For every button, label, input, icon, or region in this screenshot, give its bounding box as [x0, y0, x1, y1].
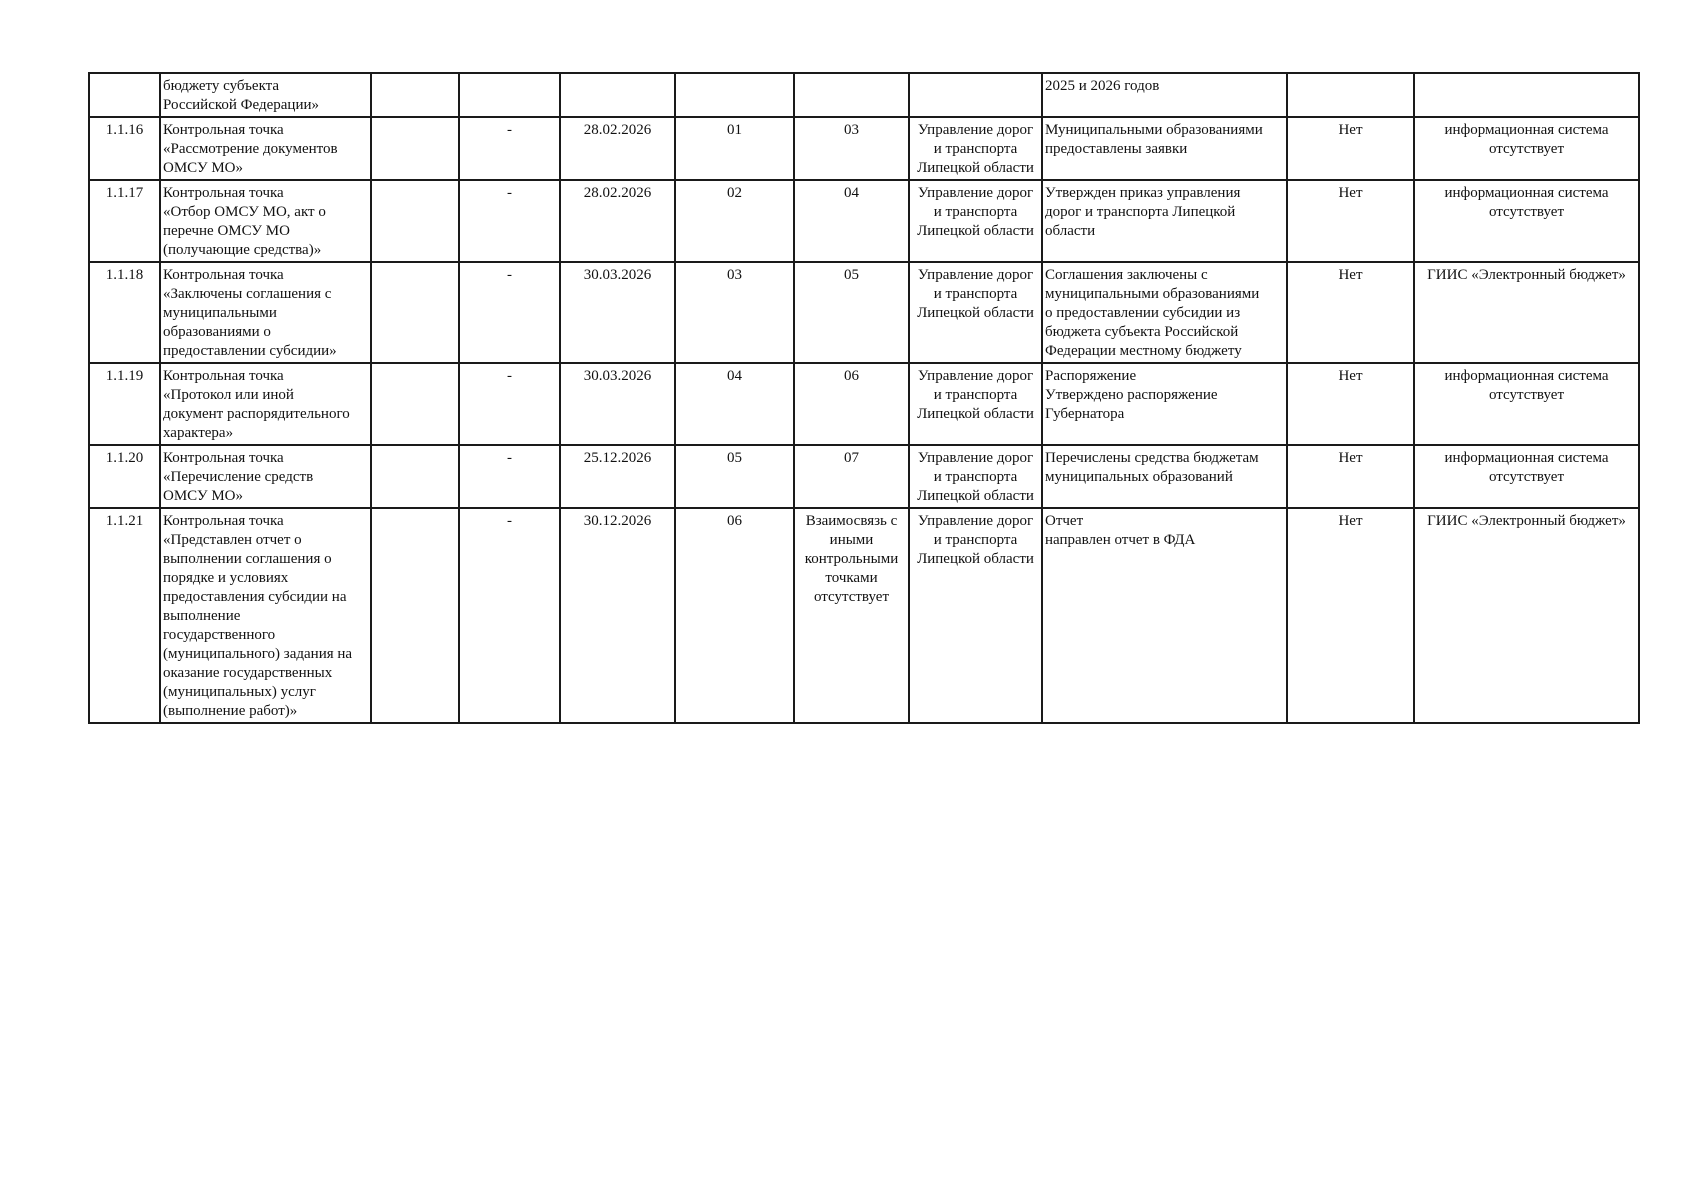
control-points-table — [88, 72, 1640, 724]
cell-info-system: ГИИС «Электронный бюджет» — [1414, 262, 1639, 363]
cell-info-system: ГИИС «Электронный бюджет» — [1414, 508, 1639, 723]
cell-date: 28.02.2026 — [560, 180, 675, 262]
cell-info-system: информационная система отсутствует — [1414, 363, 1639, 445]
cell-flag — [1287, 73, 1414, 117]
cell-col3 — [371, 363, 459, 445]
cell-col3 — [371, 508, 459, 723]
cell-number: 1.1.16 — [89, 117, 160, 180]
cell-col4: - — [459, 180, 560, 262]
cell-date: 25.12.2026 — [560, 445, 675, 508]
cell-result: Муниципальными образованиями предоставлены заявки — [1042, 117, 1287, 180]
cell-col6: 06 — [675, 508, 794, 723]
cell-col3 — [371, 73, 459, 117]
cell-col3 — [371, 117, 459, 180]
cell-name: Контрольная точка «Перечисление средств ОМСУ МО» — [160, 445, 371, 508]
table-row — [89, 73, 1639, 117]
cell-col6: 02 — [675, 180, 794, 262]
cell-flag: Нет — [1287, 363, 1414, 445]
cell-flag: Нет — [1287, 508, 1414, 723]
table-body — [89, 73, 1639, 723]
cell-col7 — [794, 73, 909, 117]
table-row — [89, 180, 1639, 262]
cell-result: Утвержден приказ управления дорог и транспорта Липецкой области — [1042, 180, 1287, 262]
cell-name: Контрольная точка «Заключены соглашения с муниципальными образованиями о предоставлении субсидии» — [160, 262, 371, 363]
cell-col3 — [371, 180, 459, 262]
cell-name: бюджету субъекта Российской Федерации» — [160, 73, 371, 117]
table-row — [89, 445, 1639, 508]
cell-info-system: информационная система отсутствует — [1414, 180, 1639, 262]
cell-date: 30.03.2026 — [560, 363, 675, 445]
cell-col6 — [675, 73, 794, 117]
cell-name: Контрольная точка «Рассмотрение документов ОМСУ МО» — [160, 117, 371, 180]
cell-number: 1.1.17 — [89, 180, 160, 262]
cell-col7: 06 — [794, 363, 909, 445]
cell-col3 — [371, 262, 459, 363]
cell-name: Контрольная точка «Представлен отчет о выполнении соглашения о порядке и условиях предоставления субсидии на выполнение государственного (муниципального) задания на оказание государственных (муниципальных) услуг (выполнение работ)» — [160, 508, 371, 723]
cell-name: Контрольная точка «Отбор ОМСУ МО, акт о перечне ОМСУ МО (получающие средства)» — [160, 180, 371, 262]
cell-date: 28.02.2026 — [560, 117, 675, 180]
cell-flag: Нет — [1287, 117, 1414, 180]
cell-result: Перечислены средства бюджетам муниципальных образований — [1042, 445, 1287, 508]
cell-result: Соглашения заключены с муниципальными образованиями о предоставлении субсидии из бюджета субъекта Российской Федерации местному бюджету — [1042, 262, 1287, 363]
cell-number: 1.1.20 — [89, 445, 160, 508]
cell-col6: 01 — [675, 117, 794, 180]
cell-col6: 03 — [675, 262, 794, 363]
cell-col4: - — [459, 117, 560, 180]
cell-result: 2025 и 2026 годов — [1042, 73, 1287, 117]
cell-date — [560, 73, 675, 117]
cell-col7: 05 — [794, 262, 909, 363]
cell-col4: - — [459, 363, 560, 445]
cell-date: 30.12.2026 — [560, 508, 675, 723]
cell-info-system: информационная система отсутствует — [1414, 117, 1639, 180]
cell-number — [89, 73, 160, 117]
cell-col4: - — [459, 508, 560, 723]
cell-result: Распоряжение Утверждено распоряжение Губернатора — [1042, 363, 1287, 445]
cell-number: 1.1.21 — [89, 508, 160, 723]
cell-flag: Нет — [1287, 180, 1414, 262]
cell-date: 30.03.2026 — [560, 262, 675, 363]
cell-responsible: Управление дорог и транспорта Липецкой области — [909, 508, 1042, 723]
cell-col6: 05 — [675, 445, 794, 508]
cell-flag: Нет — [1287, 262, 1414, 363]
cell-col7: 03 — [794, 117, 909, 180]
cell-flag: Нет — [1287, 445, 1414, 508]
cell-col6: 04 — [675, 363, 794, 445]
table-row — [89, 117, 1639, 180]
cell-responsible — [909, 73, 1042, 117]
cell-number: 1.1.18 — [89, 262, 160, 363]
cell-info-system — [1414, 73, 1639, 117]
cell-col4: - — [459, 445, 560, 508]
cell-col7: 07 — [794, 445, 909, 508]
table-row — [89, 508, 1639, 723]
cell-col4 — [459, 73, 560, 117]
cell-col3 — [371, 445, 459, 508]
table-row — [89, 262, 1639, 363]
cell-responsible: Управление дорог и транспорта Липецкой области — [909, 363, 1042, 445]
cell-result: Отчет направлен отчет в ФДА — [1042, 508, 1287, 723]
cell-name: Контрольная точка «Протокол или иной документ распорядительного характера» — [160, 363, 371, 445]
cell-number: 1.1.19 — [89, 363, 160, 445]
cell-responsible: Управление дорог и транспорта Липецкой области — [909, 262, 1042, 363]
table-row — [89, 363, 1639, 445]
cell-responsible: Управление дорог и транспорта Липецкой области — [909, 445, 1042, 508]
cell-info-system: информационная система отсутствует — [1414, 445, 1639, 508]
cell-responsible: Управление дорог и транспорта Липецкой области — [909, 117, 1042, 180]
cell-responsible: Управление дорог и транспорта Липецкой области — [909, 180, 1042, 262]
cell-col7: 04 — [794, 180, 909, 262]
cell-col4: - — [459, 262, 560, 363]
cell-col7: Взаимосвязь с иными контрольными точками отсутствует — [794, 508, 909, 723]
